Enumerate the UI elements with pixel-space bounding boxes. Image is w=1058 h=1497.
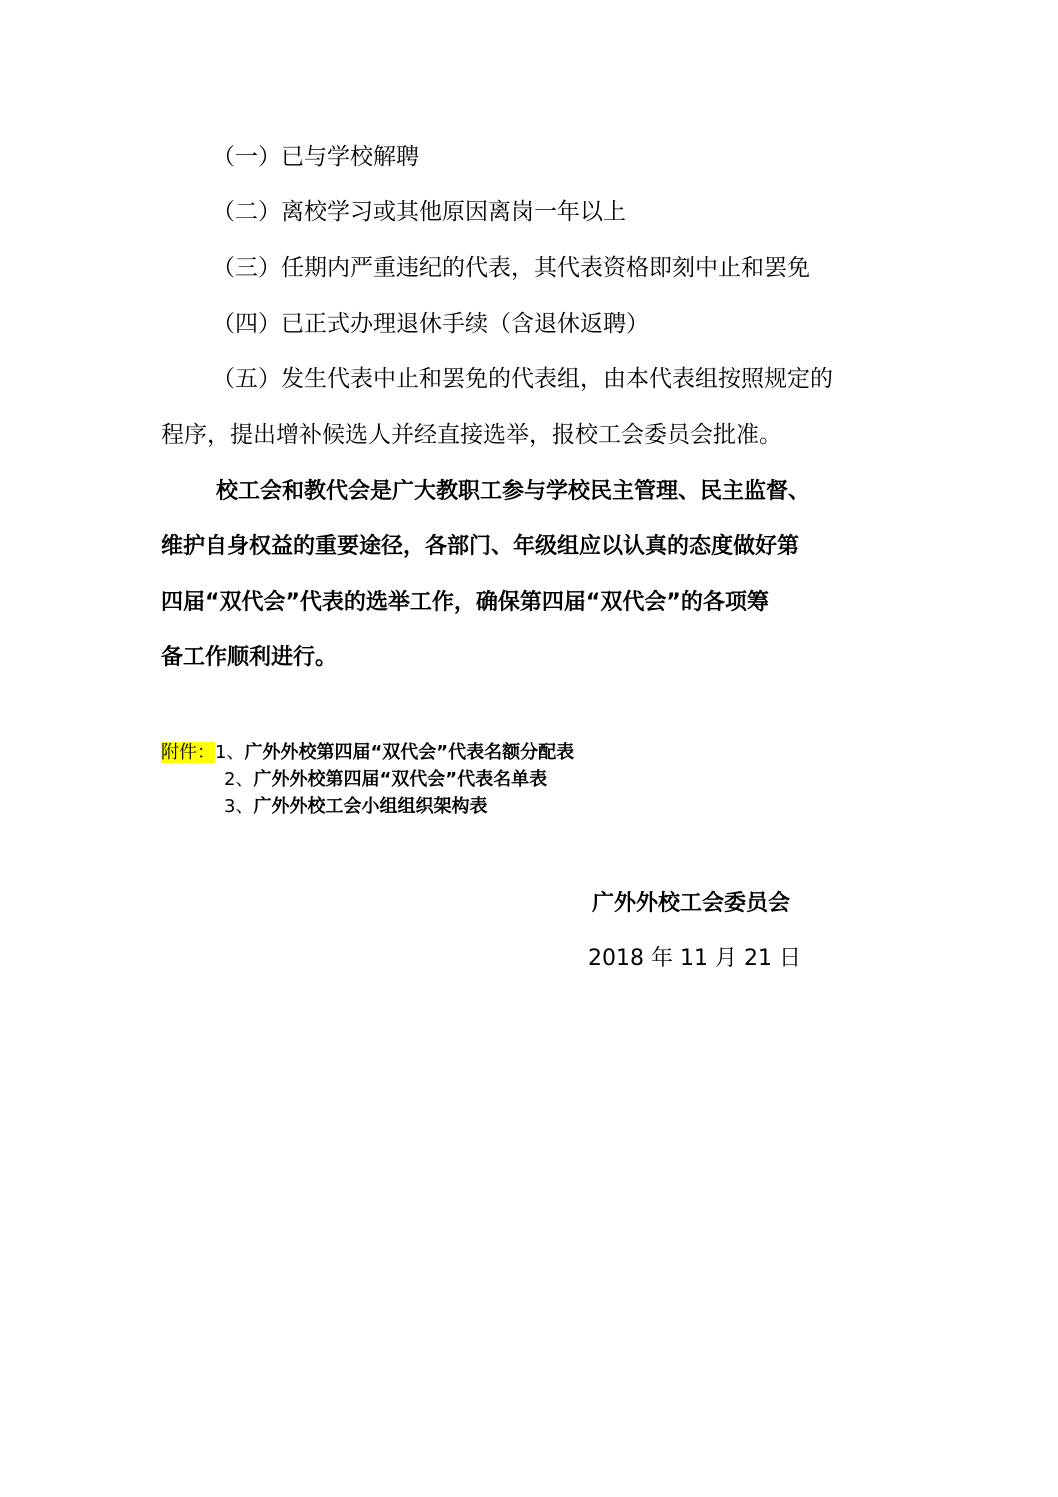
attachment-line-2 bbox=[224, 768, 547, 792]
attachment-number: 3、 bbox=[224, 796, 254, 817]
item-2: （二）离校学习或其他原因离岗一年以上 bbox=[212, 199, 626, 225]
item-3: （三）任期内严重违纪的代表，其代表资格即刻中止和罢免 bbox=[212, 255, 810, 281]
attachment-title: 广外外校工会小组组织架构表 bbox=[253, 796, 488, 817]
paragraph-line-1: 校工会和教代会是广大教职工参与学校民主管理、民主监督、 bbox=[216, 479, 811, 504]
attachment-number: 2、 bbox=[224, 769, 254, 790]
item-5-continued: 程序，提出增补候选人并经直接选举，报校工会委员会批准。 bbox=[161, 422, 782, 448]
attachment-title: 广外外校第四届“双代会”代表名额分配表 bbox=[244, 742, 575, 763]
paragraph-line-2: 维护自身权益的重要途径，各部门、年级组应以认真的态度做好第 bbox=[161, 534, 800, 559]
paragraph-line-3: 四届“双代会”代表的选举工作，确保第四届“双代会”的各项筹 bbox=[161, 590, 769, 615]
attachment-title: 广外外校第四届“双代会”代表名单表 bbox=[253, 769, 548, 790]
item-4: （四）已正式办理退休手续（含退休返聘） bbox=[212, 311, 649, 337]
attachment-label: 附件： bbox=[161, 742, 215, 763]
attachment-line-1 bbox=[161, 741, 574, 765]
item-5: （五）发生代表中止和罢免的代表组，由本代表组按照规定的 bbox=[212, 366, 833, 392]
attachment-number: 1、 bbox=[215, 742, 245, 763]
signature-organization: 广外外校工会委员会 bbox=[592, 891, 791, 916]
attachment-line-3 bbox=[224, 795, 487, 819]
paragraph-line-4: 备工作顺利进行。 bbox=[161, 645, 338, 670]
item-1: （一）已与学校解聘 bbox=[212, 144, 419, 170]
signature-date: 2018 年 11 月 21 日 bbox=[588, 946, 801, 971]
